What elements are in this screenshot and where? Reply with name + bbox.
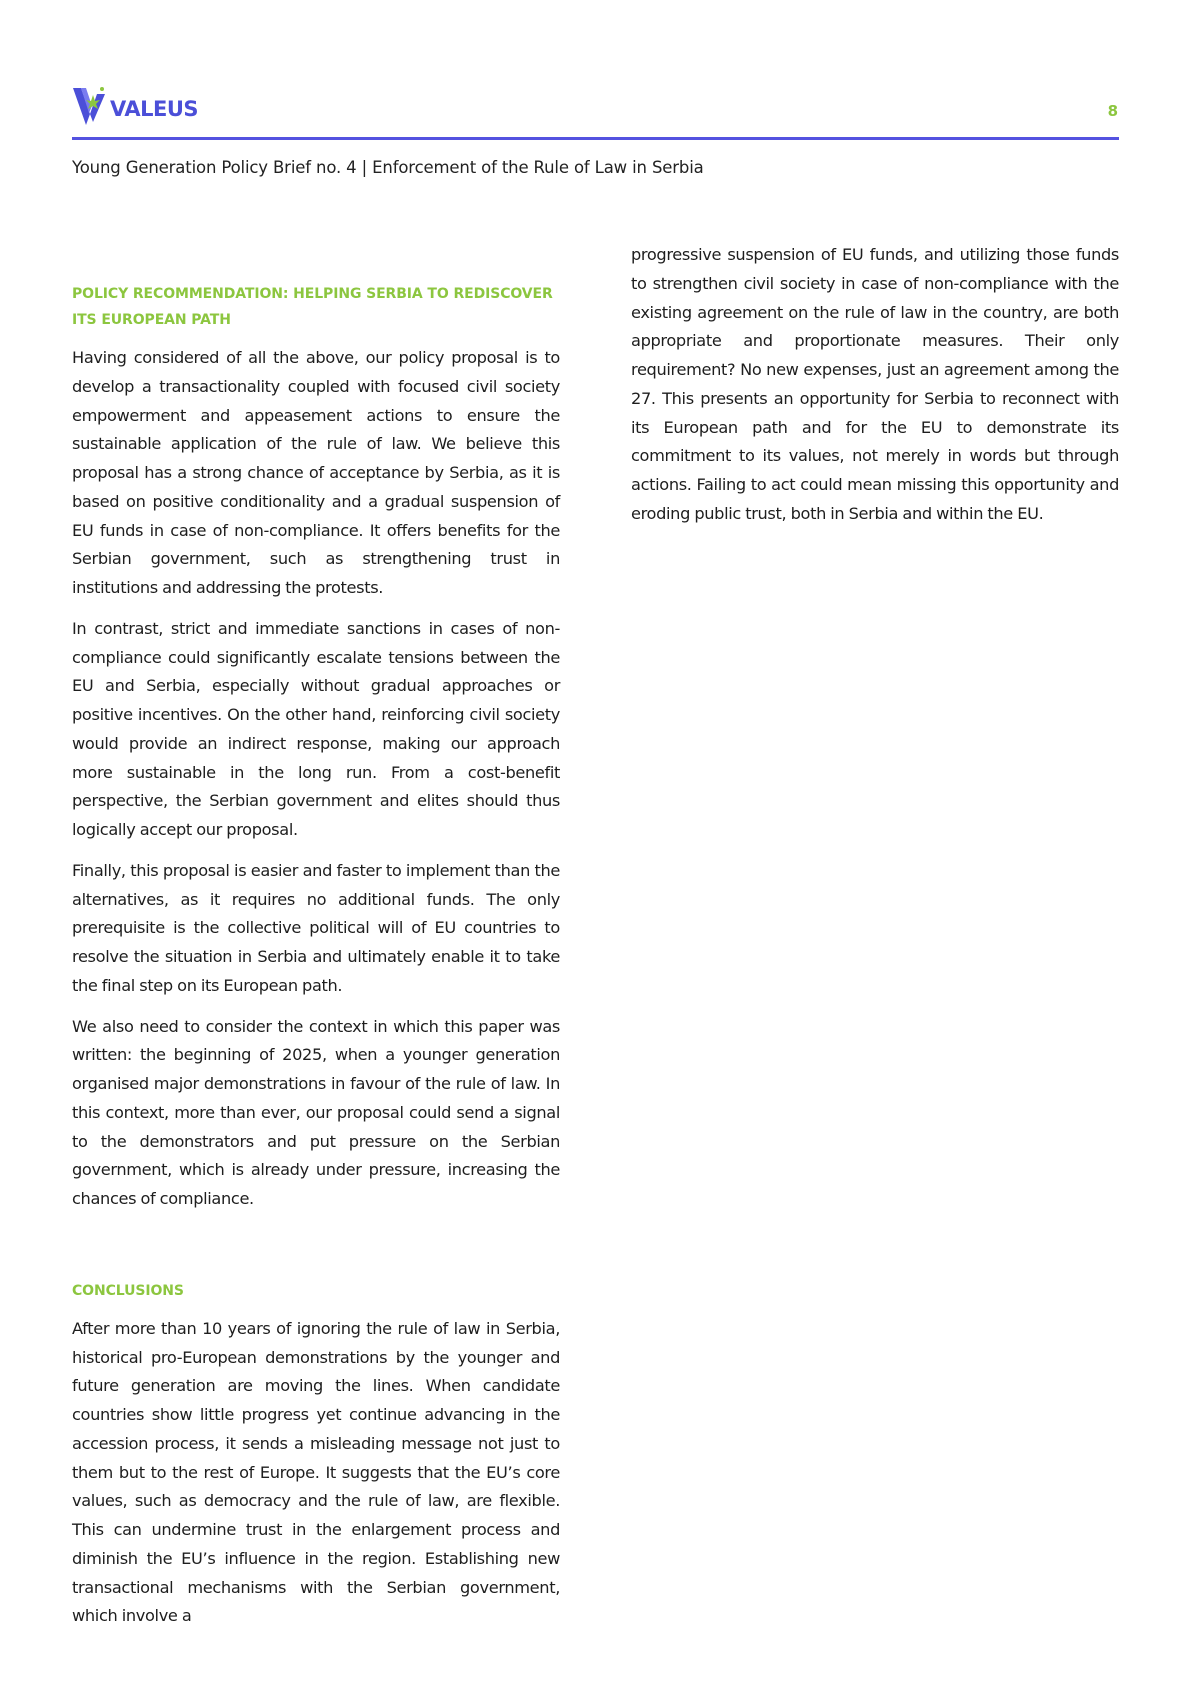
conclusions-continuation: progressive suspension of EU funds, and utilizing those funds to strengthen civil society in case of non-compliance with the existing agreement on the rule of law in the country, are both appropriate and proportionate measures. Their only requirement? No new expenses, just an agreement among the 27. This presents an opportunity for Serbia to reconnect with its European path and for the EU to demonstrate its commitment to its values, not merely in words but through actions. Failing to act could mean missing this opportunity and eroding public trust, both in Serbia and within the EU.	[631, 245, 1119, 523]
right-column	[631, 241, 1119, 541]
logo-text-val: VAL	[110, 97, 153, 121]
valeus-logo	[72, 86, 198, 126]
policy-paragraph-4: We also need to consider the context in which this paper was written: the beginning of 2025, when a younger generation organised major demonstrations in favour of the rule of law. In this context, more than ever, our proposal could send a signal to the demonstrators and put pressure on the Serbian government, which is already under pressure, increasing the chances of compliance.	[72, 1016, 560, 1208]
policy-paragraph-1: Having considered of all the above, our policy proposal is to develop a transactionality coupled with focused civil society empowerment and appeasement actions to ensure the sustainable application of the rule of law. We believe this proposal has a strong chance of acceptance by Serbia, as it is based on positive conditionality and a gradual suspension of EU funds in case of non-compliance. It offers benefits for the Serbian government, such as strengthening trust in institutions and addressing the protests.	[72, 348, 560, 597]
policy-paragraph-3: Finally, this proposal is easier and faster to implement than the alternatives, as it requires no additional funds. The only prerequisite is the collective political will of EU countries to resolve the situation in Serbia and ultimately enable it to take the final step on its European path.	[72, 860, 560, 995]
conclusions-heading: CONCLUSIONS	[72, 1282, 184, 1299]
policy-recommendation-heading: POLICY RECOMMENDATION: HELPING SERBIA TO REDISCOVER ITS EUROPEAN PATH	[72, 286, 553, 328]
page-number: 8	[1107, 102, 1118, 120]
logo-text-eus: EUS	[152, 97, 198, 121]
left-column	[72, 281, 560, 1643]
header-divider	[72, 137, 1119, 140]
conclusions-paragraph: After more than 10 years of ignoring the rule of law in Serbia, historical pro-European demonstrations by the younger and future generation are moving the lines. When candidate countries show little progress yet continue advancing in the accession process, it sends a misleading message not just to them but to the rest of Europe. It suggests that the EU’s core values, such as democracy and the rule of law, are flexible. This can undermine trust in the enlargement process and diminish the EU’s influence in the region. Establishing new transactional mechanisms with the Serbian government, which involve a	[72, 1318, 560, 1626]
section-spacer	[72, 1226, 560, 1278]
policy-paragraph-2: In contrast, strict and immediate sanctions in cases of non-compliance could significantly escalate tensions between the EU and Serbia, especially without gradual approaches or positive incentives. On the other hand, reinforcing civil society would provide an indirect response, making our approach more sustainable in the long run. From a cost-benefit perspective, the Serbian government and elites should thus logically accept our proposal.	[72, 618, 560, 839]
document-subtitle: Young Generation Policy Brief no. 4 | Enforcement of the Rule of Law in Serbia	[72, 158, 704, 177]
logo-wordmark	[110, 97, 198, 121]
valeus-v-icon	[72, 86, 108, 126]
